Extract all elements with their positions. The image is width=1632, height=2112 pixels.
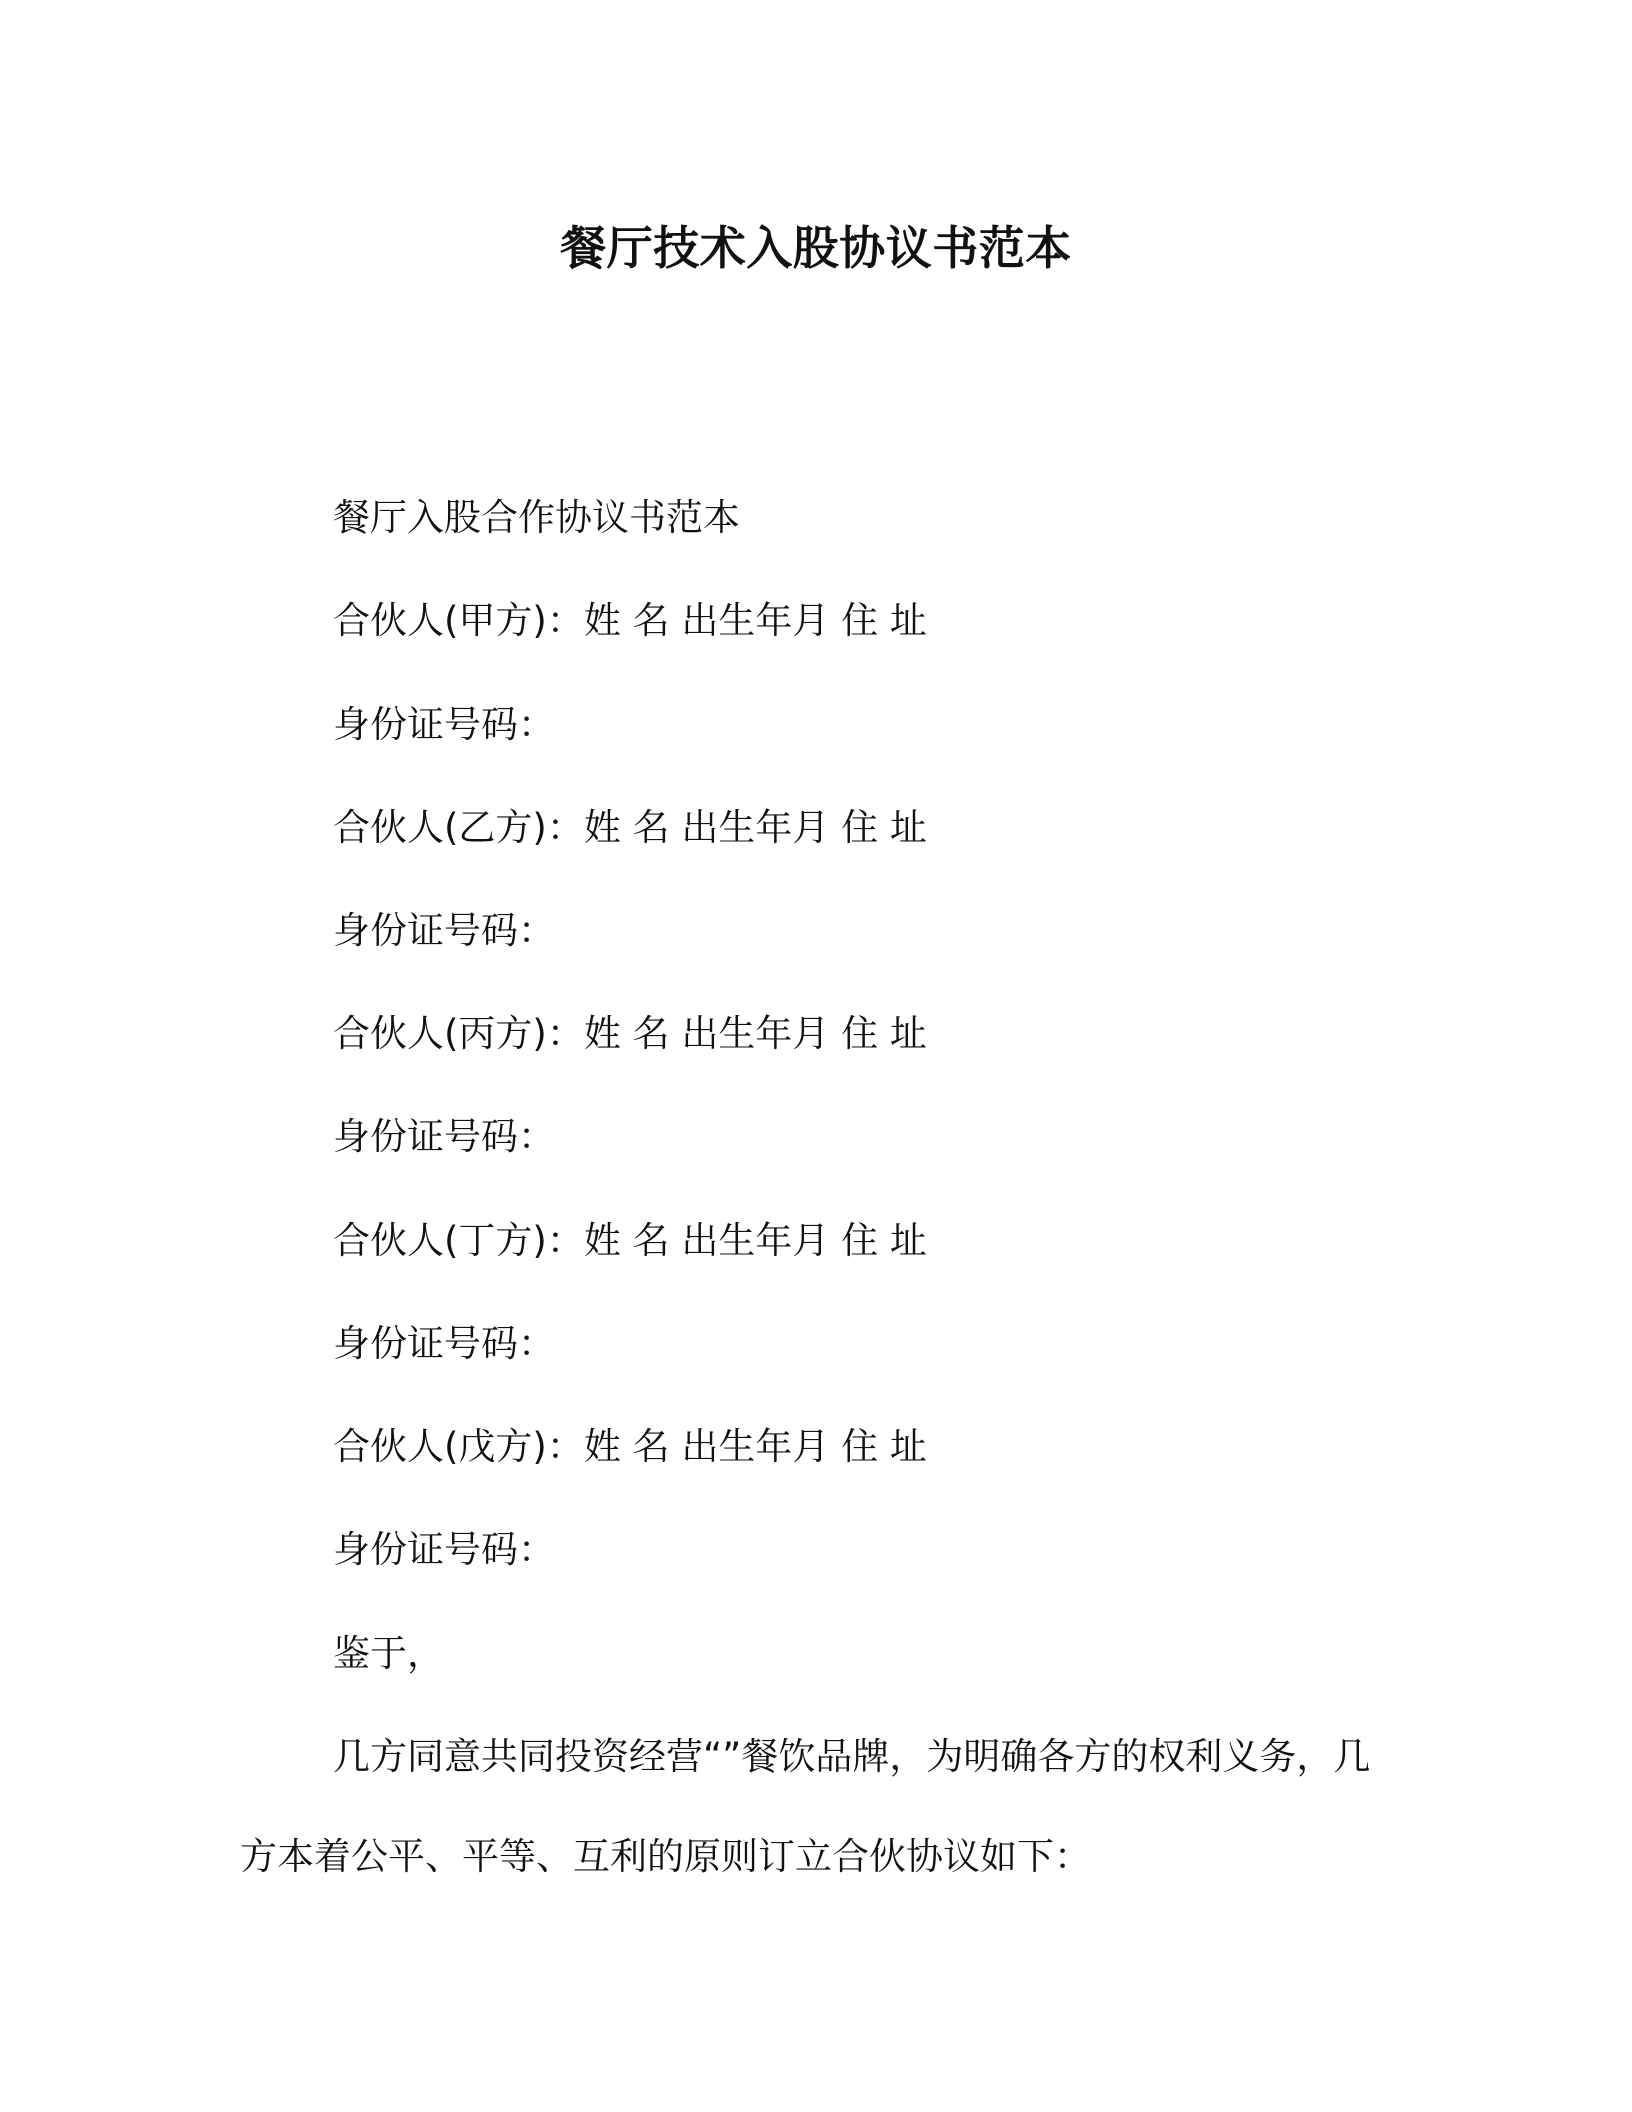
party-b-id-line: 身份证号码：: [333, 909, 555, 952]
party-a-id-line: 身份证号码：: [333, 703, 555, 746]
party-b-line: 合伙人(乙方)：姓 名 出生年月 住 址: [333, 806, 927, 849]
document-title: 餐厅技术入股协议书范本: [560, 221, 1072, 275]
party-d-line: 合伙人(丁方)：姓 名 出生年月 住 址: [333, 1219, 927, 1262]
party-a-line: 合伙人(甲方)：姓 名 出生年月 住 址: [333, 599, 927, 642]
party-e-id-line: 身份证号码：: [333, 1528, 555, 1571]
party-c-line: 合伙人(丙方)：姓 名 出生年月 住 址: [333, 1012, 927, 1055]
whereas-line: 鉴于，: [333, 1632, 444, 1675]
party-e-line: 合伙人(戊方)：姓 名 出生年月 住 址: [333, 1425, 927, 1468]
body-paragraph: 几方同意共同投资经营“”餐饮品牌，为明确各方的权利义务，几方本着公平、平等、互利的原则订立合伙协议如下：: [240, 1735, 1371, 1878]
party-d-id-line: 身份证号码：: [333, 1322, 555, 1365]
party-c-id-line: 身份证号码：: [333, 1115, 555, 1158]
document-subtitle: 餐厅入股合作协议书范本: [333, 496, 740, 539]
